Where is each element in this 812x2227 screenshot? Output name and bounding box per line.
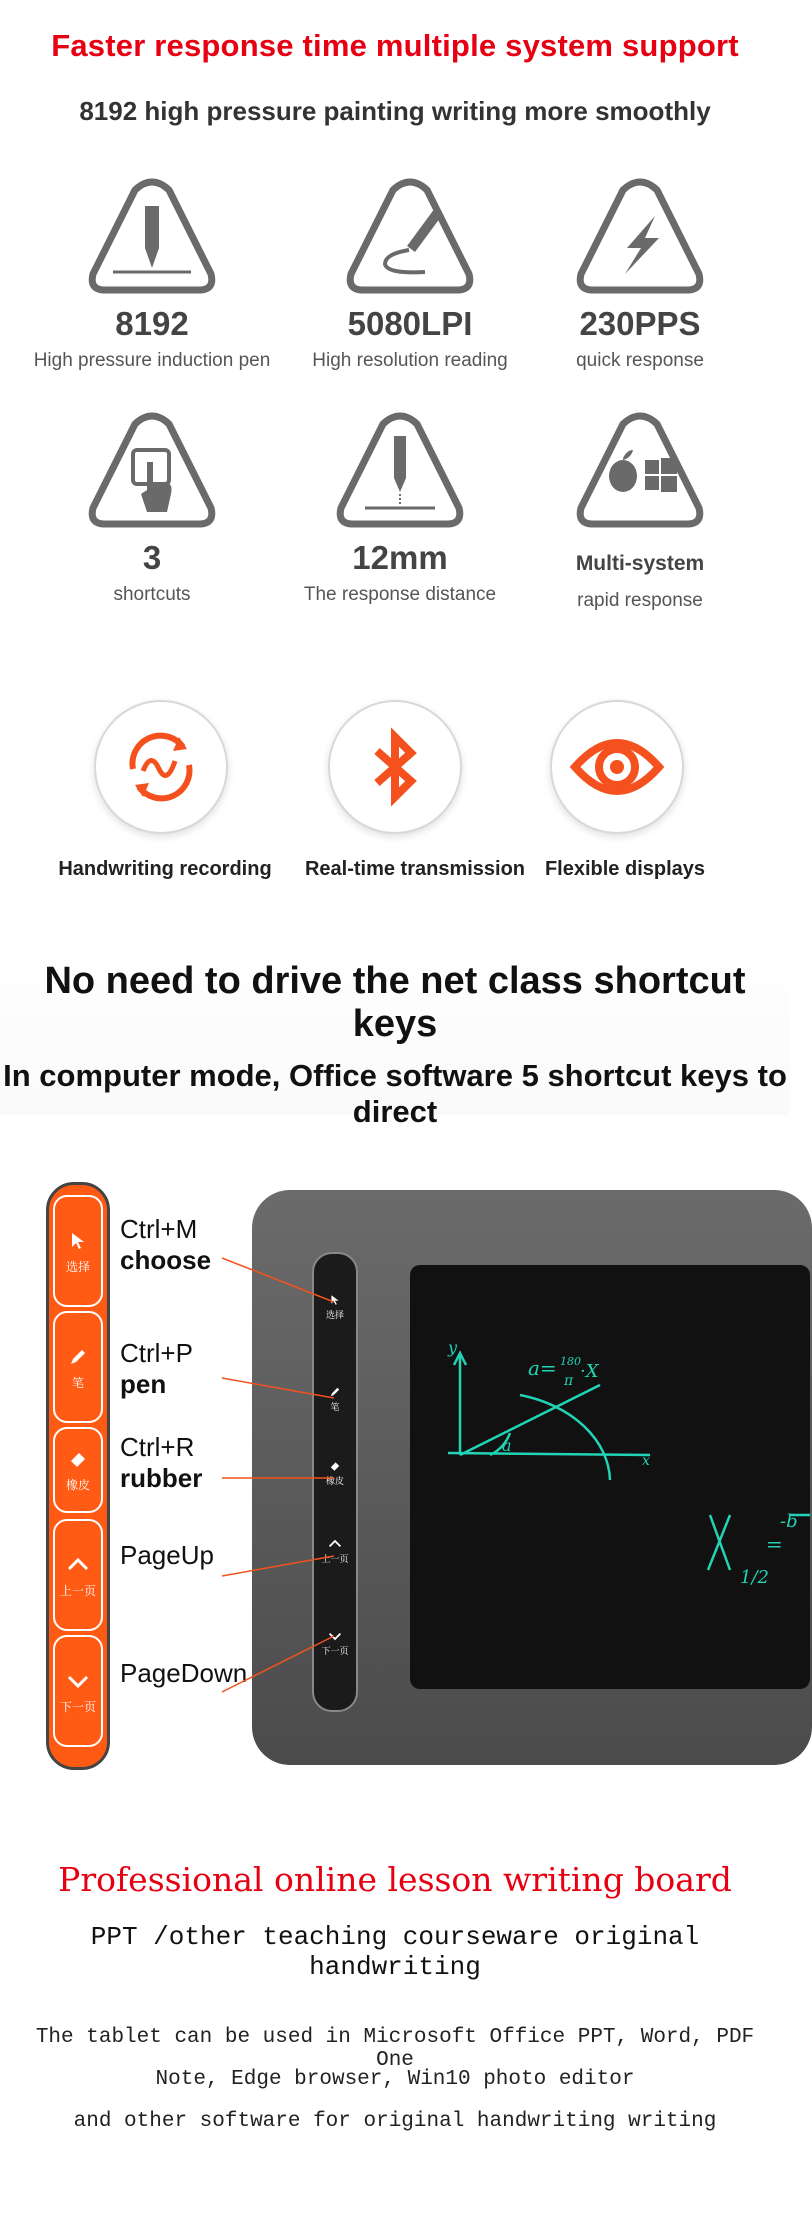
feature-label: High pressure induction pen — [33, 350, 271, 371]
feature-value: 8192 — [115, 305, 189, 342]
feature-label: The response distance — [303, 584, 497, 605]
description-line: Note, Edge browser, Win10 photo editor — [155, 2068, 635, 2091]
tablet-key-label: 下一页 — [321, 1646, 349, 1656]
screen-minus-b: -b — [780, 1511, 798, 1532]
screen-equals: = — [766, 1532, 783, 1556]
capability-label: Handwriting recording — [58, 858, 272, 880]
tablet-key-label: 选择 — [325, 1310, 344, 1320]
strip-key-label: 上一页 — [59, 1584, 96, 1598]
screen-formula-tail: ·X — [580, 1361, 599, 1382]
tablet-key-label: 橡皮 — [325, 1476, 344, 1486]
feature-value: 5080LPI — [347, 305, 473, 342]
screen-axis-y: y — [448, 1338, 458, 1357]
section-subtitle: PPT /other teaching courseware original handwriting — [90, 1922, 700, 1982]
strip-key-label: 下一页 — [59, 1700, 96, 1714]
banner-subtitle: In computer mode, Office software 5 shortcut keys to direct — [3, 1058, 787, 1129]
screen-x-subscript: 1/2 — [740, 1567, 769, 1588]
page-title: Faster response time multiple system support — [51, 28, 739, 63]
screen-angle-label: a — [502, 1436, 512, 1455]
capability-label: Real-time transmission — [304, 858, 526, 880]
tablet-key-label: 笔 — [330, 1402, 340, 1412]
capability-label: Flexible displays — [544, 858, 706, 880]
feature-value: 3 — [142, 539, 162, 576]
feature-value: 230PPS — [579, 305, 701, 342]
banner-title: No need to drive the net class shortcut keys — [44, 960, 746, 1045]
strip-key-label: 笔 — [71, 1376, 84, 1390]
strip-key-label: 橡皮 — [65, 1478, 90, 1492]
screen-formula-den: π — [564, 1373, 574, 1389]
shortcut-name: choose — [120, 1245, 212, 1275]
shortcut-label-pageup: PageUp — [120, 1540, 214, 1570]
section-title: Professional online lesson writing board — [58, 1860, 732, 1899]
shortcut-combo: Ctrl+M — [120, 1214, 198, 1244]
shortcut-label-pagedown: PageDown — [120, 1658, 248, 1688]
tablet-key-label: 上一页 — [321, 1554, 349, 1564]
feature-label: High resolution reading — [312, 350, 508, 371]
screen-formula-a: a= — [528, 1356, 557, 1380]
feature-label: quick response — [576, 350, 704, 371]
feature-label: shortcuts — [113, 584, 191, 605]
screen-formula-num: 180 — [560, 1355, 581, 1368]
shortcut-name: pen — [120, 1369, 167, 1399]
feature-label: rapid response — [577, 590, 703, 611]
description-line: The tablet can be used in Microsoft Office PPT, Word, PDF One — [35, 2026, 755, 2072]
screen-axis-x: x — [642, 1453, 650, 1469]
shortcut-name: rubber — [120, 1463, 203, 1493]
description-line: and other software for original handwriting writing — [73, 2110, 717, 2133]
page-subtitle: 8192 high pressure painting writing more smoothly — [79, 96, 711, 126]
shortcut-combo: Ctrl+P — [120, 1338, 193, 1368]
feature-value: Multi-system — [575, 552, 705, 575]
shortcut-combo: Ctrl+R — [120, 1432, 195, 1462]
strip-key-label: 选择 — [65, 1260, 90, 1274]
feature-value: 12mm — [352, 539, 448, 576]
